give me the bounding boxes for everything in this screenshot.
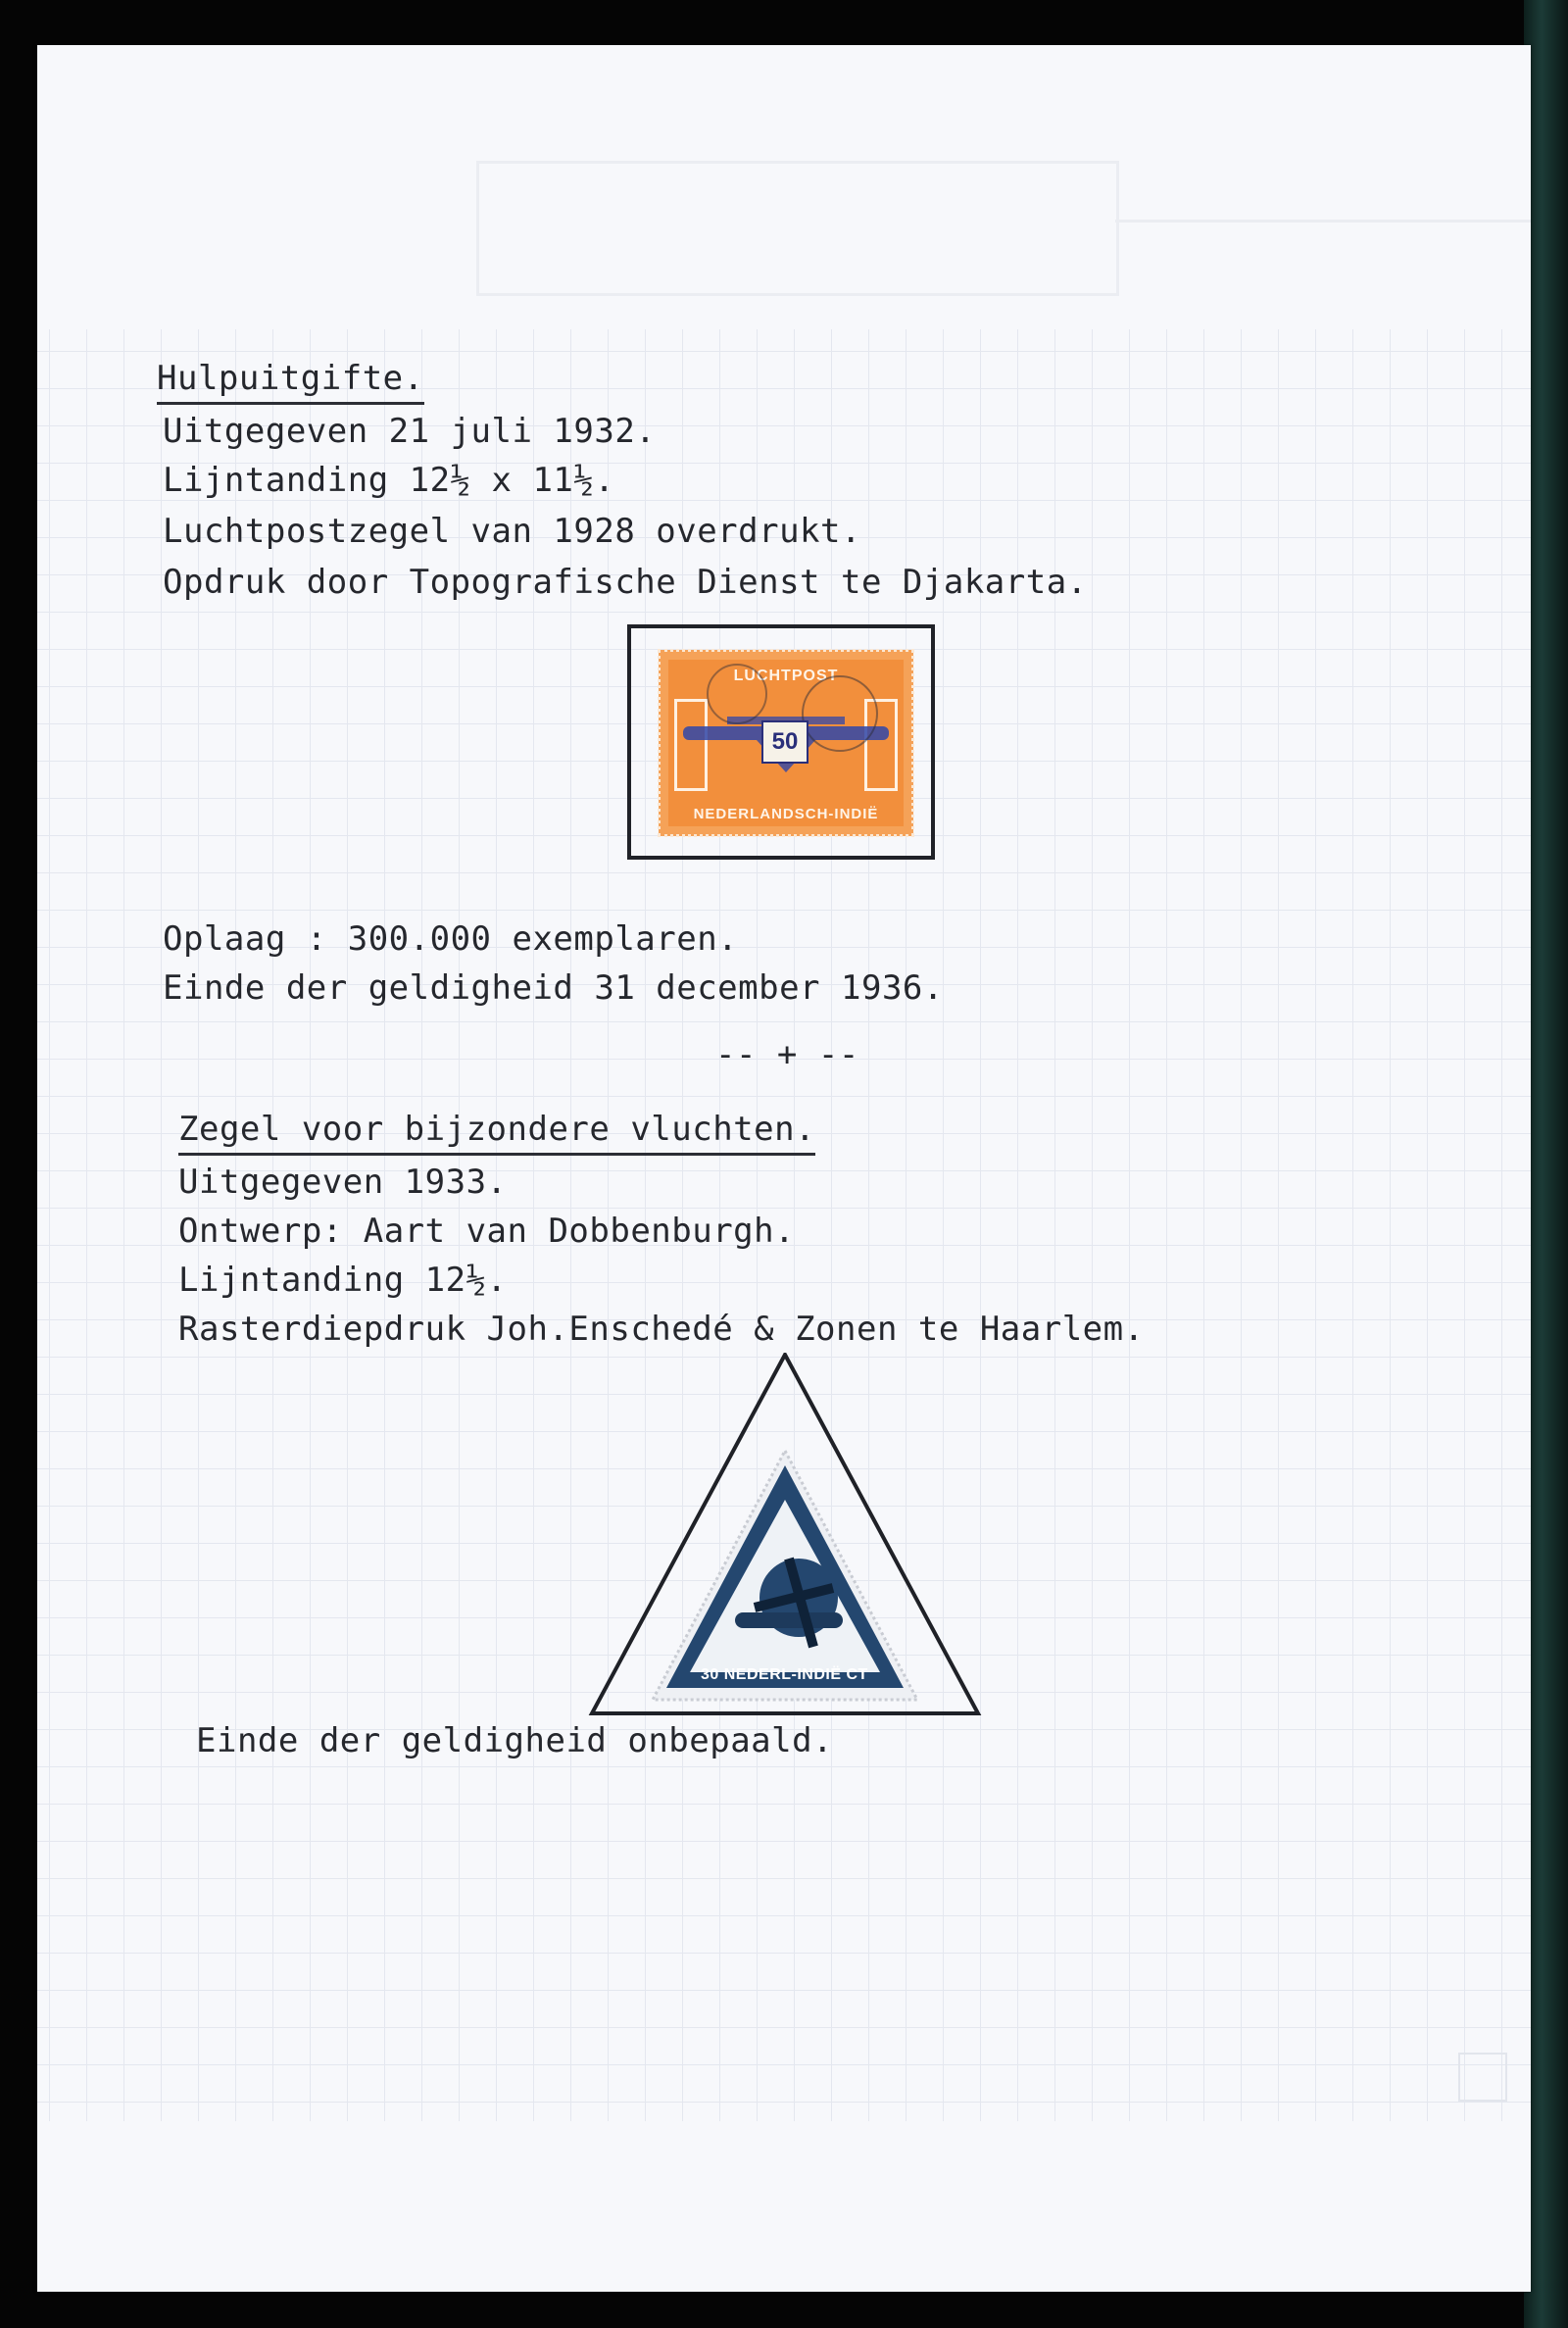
section1-line: Lijntanding 12½ x 11½. [163,461,615,500]
stamp-overprint-value: 50 [761,720,808,764]
stamp-bottom-label: NEDERLANDSCH-INDIË [693,806,879,822]
faint-publisher-mark [1458,2053,1507,2102]
section2-line: Lijntanding 12½. [178,1261,508,1300]
section2-line: Rasterdiepdruk Joh.Enschedé & Zonen te Haarlem. [178,1310,1145,1349]
faint-title-box [476,161,1119,296]
section2-heading: Zegel voor bijzondere vluchten. [178,1110,815,1156]
triangle-stamp-mount [588,1353,982,1717]
section1-after-line: Oplaag : 300.000 exemplaren. [163,919,739,959]
section1-after-line: Einde der geldigheid 31 december 1936. [163,968,944,1008]
section2-line: Ontwerp: Aart van Dobbenburgh. [178,1212,796,1251]
section1-heading: Hulpuitgifte. [157,359,424,405]
faint-header-line [1115,220,1531,223]
section-separator: -- + -- [715,1035,859,1074]
section1-line: Opdruk door Topografische Dienst te Djakarta. [163,563,1088,602]
section1-line: Luchtpostzegel van 1928 overdrukt. [163,512,861,551]
section1-line: Uitgegeven 21 juli 1932. [163,412,657,451]
page-footer-area [37,2121,1531,2292]
triangle-stamp-bottom-label: 30 NEDERL-INDIË CT [701,1666,868,1683]
stamp-top-label: LUCHTPOST [733,668,839,684]
section2-line: Uitgegeven 1933. [178,1163,508,1202]
section2-after-line: Einde der geldigheid onbepaald. [196,1721,834,1760]
airmail-stamp-overprint [659,650,913,836]
